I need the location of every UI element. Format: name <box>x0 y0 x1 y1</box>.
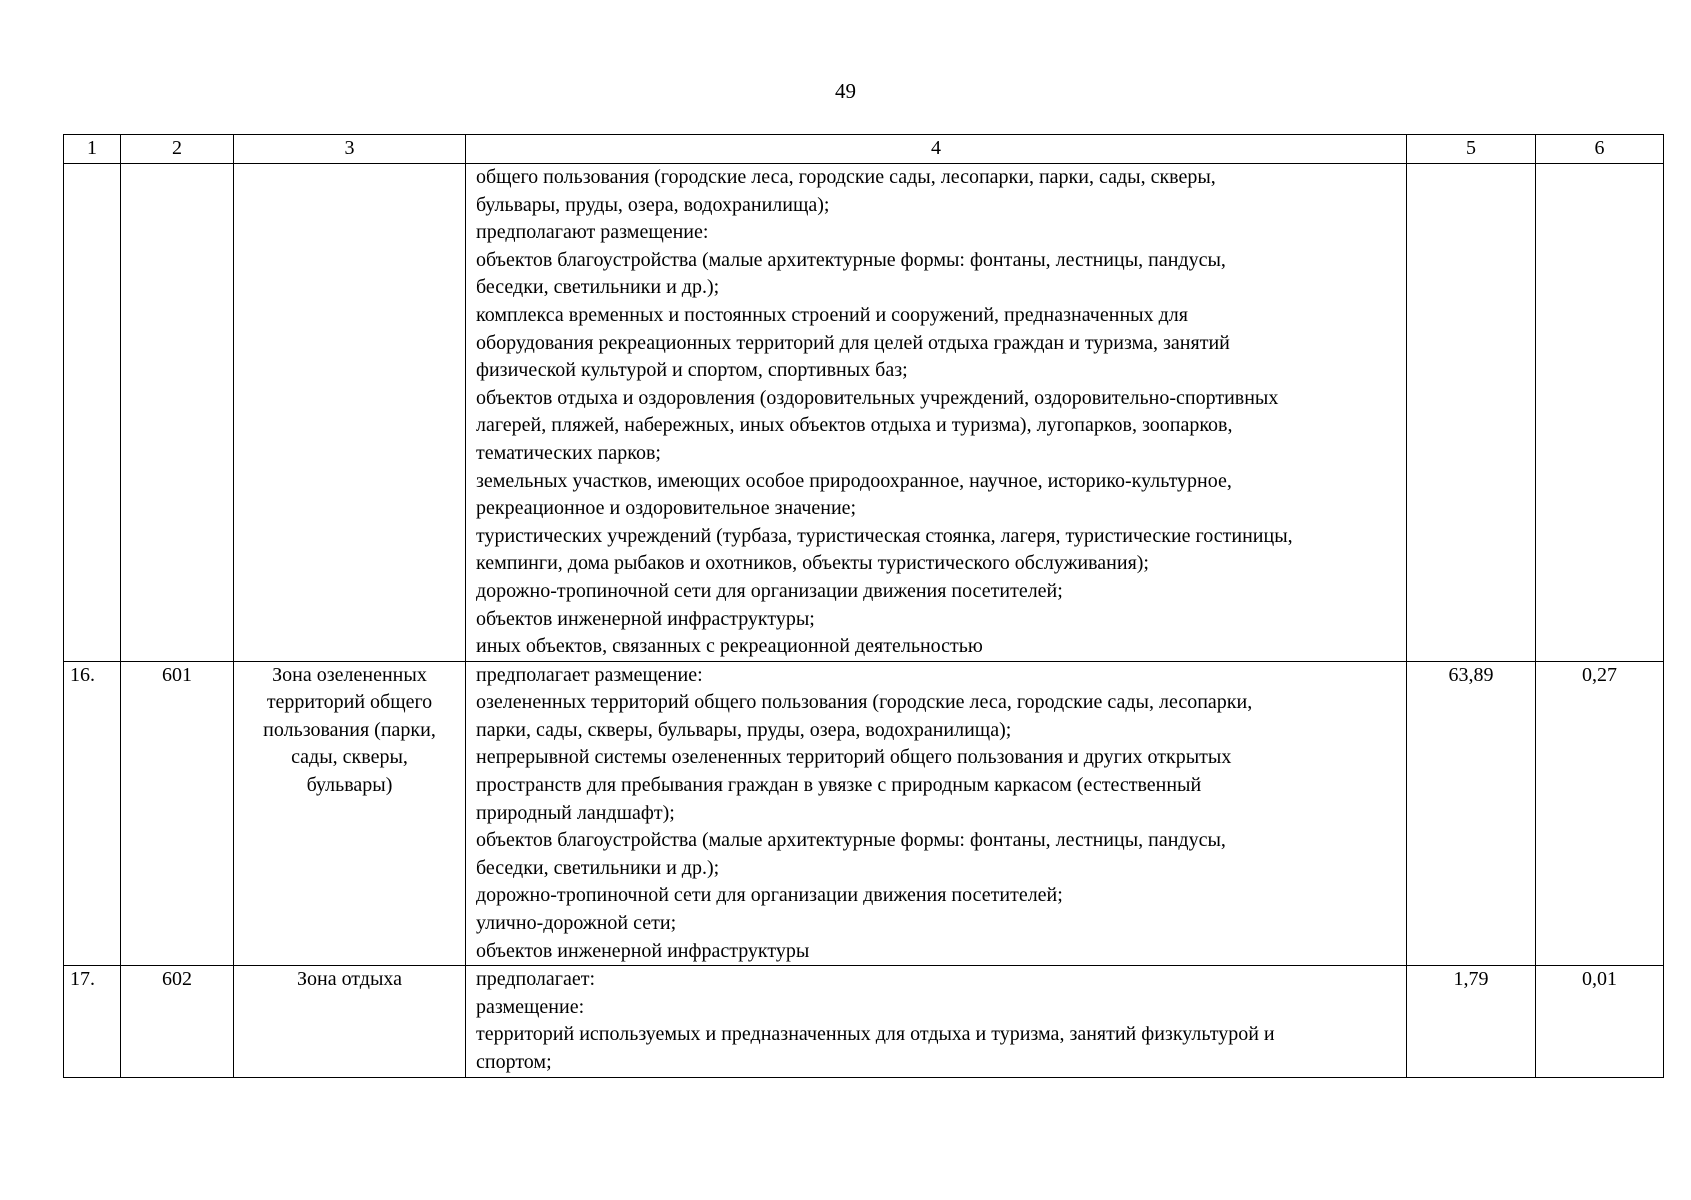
zone-code-cell: 601 <box>121 661 234 966</box>
table-row <box>64 966 1664 1077</box>
table-row <box>64 661 1664 966</box>
description-line: тематических парков; <box>476 441 661 464</box>
zone-name-cell <box>234 661 466 966</box>
zone-name-cell <box>234 966 466 1077</box>
column-header-4: 4 <box>466 135 1407 164</box>
description-line: озелененных территорий общего пользования (городские леса, городские сады, лесопарки, <box>476 691 1253 714</box>
zone-name-line: Зона озелененных <box>272 663 427 686</box>
description-line: рекреационное и оздоровительное значение; <box>476 497 857 520</box>
description-line: беседки, светильники и др.); <box>476 856 720 879</box>
area-cell: 1,79 <box>1407 966 1536 1077</box>
description-line: беседки, светильники и др.); <box>476 276 720 299</box>
description-line: физической культурой и спортом, спортивных баз; <box>476 359 908 382</box>
description-line: оборудования рекреационных территорий для целей отдыха граждан и туризма, занятий <box>476 331 1230 354</box>
description-line: предполагает размещение: <box>476 663 703 686</box>
description-line: иных объектов, связанных с рекреационной деятельностью <box>476 635 983 658</box>
area-cell <box>1407 164 1536 662</box>
description-cell <box>466 966 1407 1077</box>
zoning-table <box>63 134 1664 1078</box>
description-line: лагерей, пляжей, набережных, иных объектов отдыха и туризма), лугопарков, зоопарков, <box>476 414 1233 437</box>
share-cell <box>1536 164 1664 662</box>
description-line: природный ландшафт); <box>476 801 675 824</box>
row-number-cell: 17. <box>64 966 121 1077</box>
table-row <box>64 164 1664 662</box>
description-line: туристических учреждений (турбаза, туристическая стоянка, лагеря, туристические гостиницы, <box>476 524 1293 547</box>
description-line: кемпинги, дома рыбаков и охотников, объекты туристического обслуживания); <box>476 552 1149 575</box>
zone-name-cell <box>234 164 466 662</box>
description-line: предполагают размещение: <box>476 221 709 244</box>
zone-name-line: сады, скверы, <box>291 746 408 769</box>
row-number-cell: 16. <box>64 661 121 966</box>
table-header-row <box>64 135 1664 164</box>
column-header-6: 6 <box>1536 135 1664 164</box>
description-line: комплекса временных и постоянных строений и сооружений, предназначенных для <box>476 303 1188 326</box>
description-line: парки, сады, скверы, бульвары, пруды, озера, водохранилища); <box>476 718 1012 741</box>
description-cell <box>466 164 1407 662</box>
description-line: общего пользования (городские леса, городские сады, лесопарки, парки, сады, скверы, <box>476 166 1216 188</box>
column-header-1: 1 <box>64 135 121 164</box>
column-header-2: 2 <box>121 135 234 164</box>
description-line: спортом; <box>476 1051 552 1073</box>
description-line: непрерывной системы озелененных территорий общего пользования и других открытых <box>476 746 1232 769</box>
zone-name-line: территорий общего <box>266 691 433 714</box>
description-line: территорий используемых и предназначенных для отдыха и туризма, занятий физкультурой и <box>476 1023 1275 1046</box>
share-cell: 0,27 <box>1536 661 1664 966</box>
description-line: объектов инженерной инфраструктуры <box>476 939 810 962</box>
description-line: предполагает: <box>476 968 596 991</box>
area-cell: 63,89 <box>1407 661 1536 966</box>
zone-name-line: пользования (парки, <box>263 718 436 741</box>
zone-code-cell: 602 <box>121 966 234 1077</box>
row-number-cell <box>64 164 121 662</box>
column-header-3: 3 <box>234 135 466 164</box>
page-number: 49 <box>835 79 856 103</box>
description-line: улично-дорожной сети; <box>476 912 677 935</box>
zone-code-cell <box>121 164 234 662</box>
description-cell <box>466 661 1407 966</box>
description-line: объектов отдыха и оздоровления (оздоровительных учреждений, оздоровительно-спортивных <box>476 386 1279 409</box>
description-line: дорожно-тропиночной сети для организации движения посетителей; <box>476 579 1063 602</box>
description-line: объектов благоустройства (малые архитектурные формы: фонтаны, лестницы, пандусы, <box>476 829 1226 852</box>
description-line: земельных участков, имеющих особое природоохранное, научное, историко-культурное, <box>476 469 1232 492</box>
description-line: бульвары, пруды, озера, водохранилища); <box>476 193 830 216</box>
zone-name-line: бульвары) <box>306 774 393 797</box>
column-header-5: 5 <box>1407 135 1536 164</box>
description-line: дорожно-тропиночной сети для организации движения посетителей; <box>476 884 1063 907</box>
description-line: объектов благоустройства (малые архитектурные формы: фонтаны, лестницы, пандусы, <box>476 248 1226 271</box>
zone-name-line: Зона отдыха <box>296 968 403 991</box>
description-line: пространств для пребывания граждан в увязке с природным каркасом (естественный <box>476 774 1202 797</box>
description-line: размещение: <box>476 995 585 1018</box>
share-cell: 0,01 <box>1536 966 1664 1077</box>
description-line: объектов инженерной инфраструктуры; <box>476 607 815 630</box>
